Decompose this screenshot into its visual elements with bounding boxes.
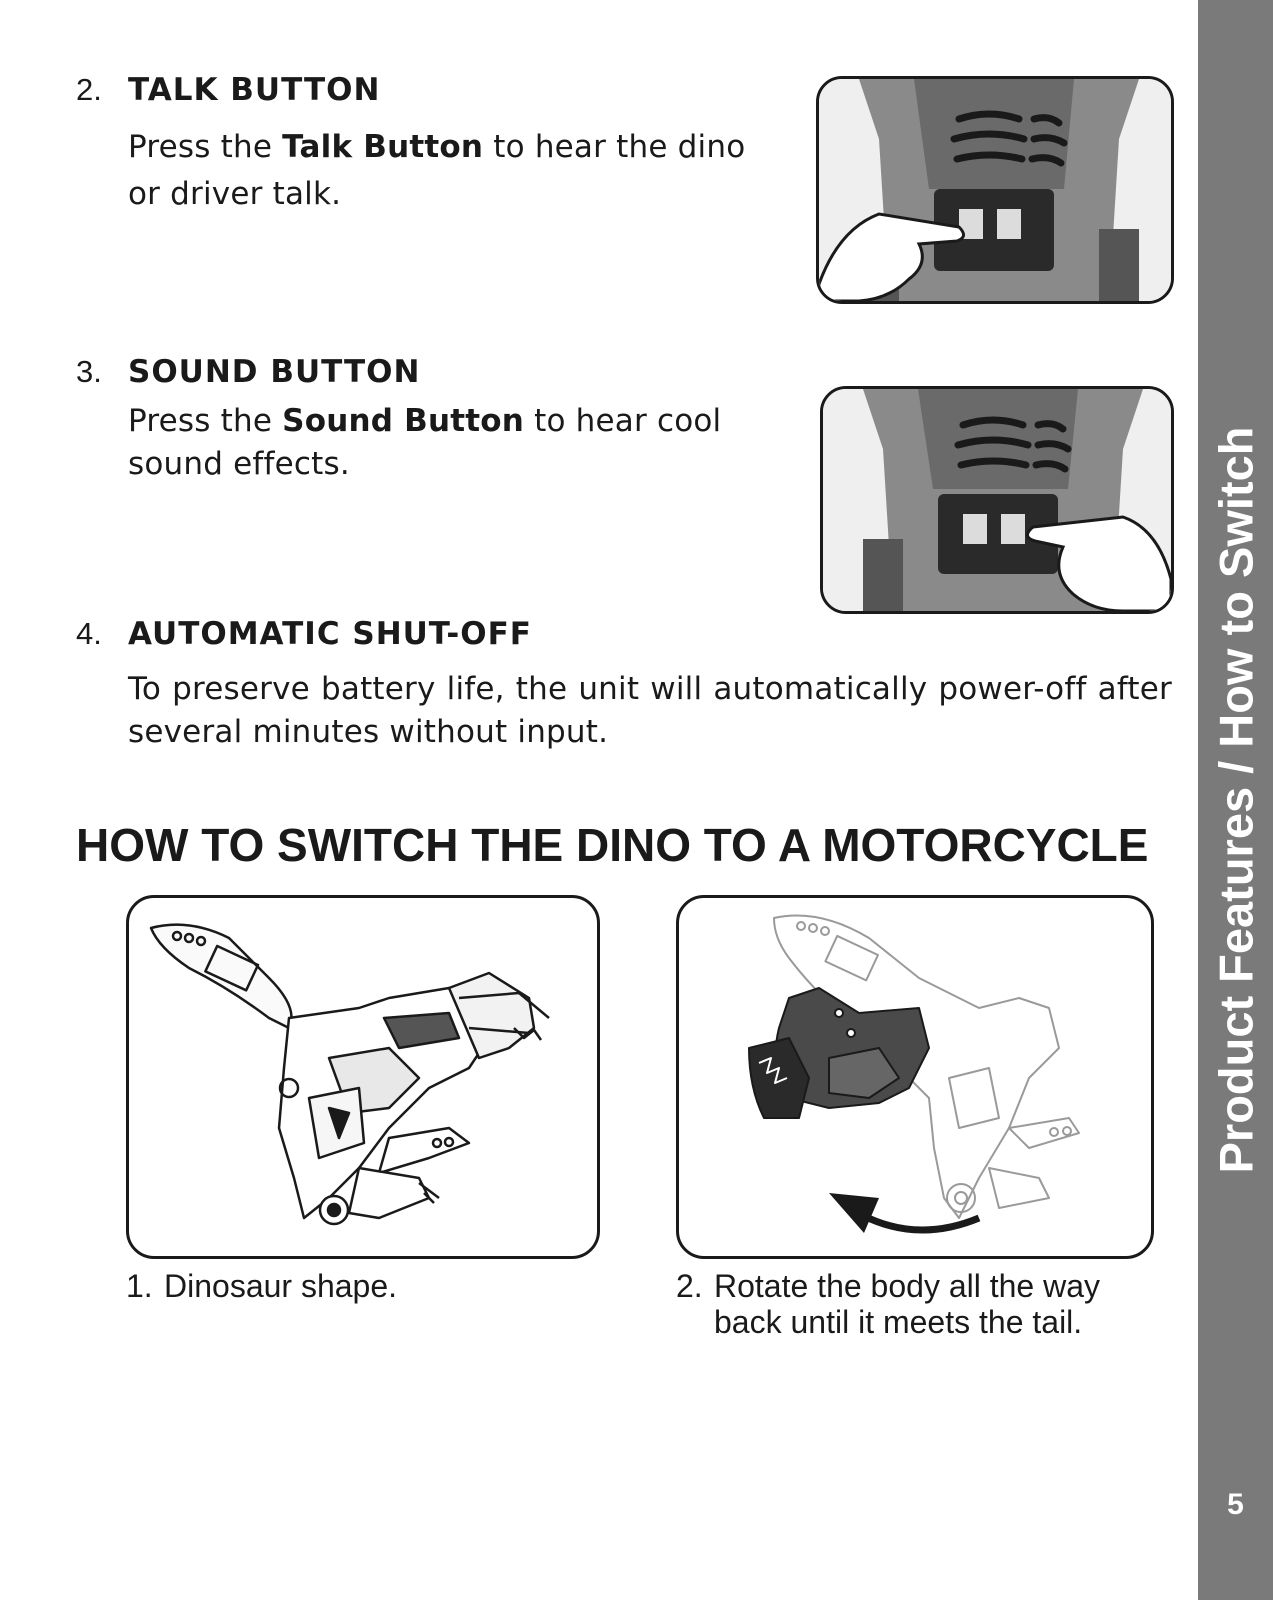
feature-title: TALK BUTTON bbox=[128, 72, 381, 108]
feature-sound-button bbox=[76, 352, 756, 486]
feature-bold-term: Talk Button bbox=[282, 129, 484, 165]
feature-description bbox=[128, 400, 756, 486]
section-title: HOW TO SWITCH THE DINO TO A MOTORCYCLE bbox=[76, 819, 1149, 871]
feature-text: or driver talk. bbox=[128, 176, 342, 212]
feature-number: 2. bbox=[76, 72, 102, 107]
step-text: back until it meets the tail. bbox=[714, 1304, 1083, 1340]
feature-text: to hear the dino bbox=[483, 129, 746, 165]
step-number: 2. bbox=[676, 1268, 703, 1304]
sound-button-photo bbox=[820, 386, 1174, 614]
step-text: Rotate the body all the way bbox=[714, 1268, 1101, 1304]
feature-bold-term: Sound Button bbox=[282, 403, 525, 439]
feature-title: SOUND BUTTON bbox=[128, 354, 421, 390]
feature-number: 3. bbox=[76, 354, 102, 389]
feature-talk-button bbox=[76, 70, 756, 218]
feature-text: Press the bbox=[128, 129, 283, 165]
sidebar-title: Product Features / How to Switch bbox=[1209, 426, 1263, 1174]
feature-text: sound effects. bbox=[128, 446, 350, 482]
feature-description bbox=[128, 124, 756, 218]
rotate-body-illustration bbox=[676, 895, 1154, 1259]
page-number: 5 bbox=[1227, 1488, 1244, 1521]
step-caption bbox=[676, 1268, 1100, 1340]
dinosaur-shape-illustration bbox=[126, 895, 600, 1259]
feature-automatic-shut-off bbox=[76, 614, 1172, 754]
feature-text: to hear cool bbox=[524, 403, 722, 439]
feature-description: To preserve battery life, the unit will automatically power-off after several minutes without input. bbox=[128, 671, 1172, 750]
step-text: Dinosaur shape. bbox=[164, 1268, 398, 1304]
step-caption bbox=[126, 1268, 397, 1304]
step-number: 1. bbox=[126, 1268, 153, 1304]
feature-text: Press the bbox=[128, 403, 283, 439]
talk-button-photo bbox=[816, 76, 1174, 304]
feature-number: 4. bbox=[76, 616, 102, 651]
feature-title: AUTOMATIC SHUT-OFF bbox=[128, 616, 532, 652]
